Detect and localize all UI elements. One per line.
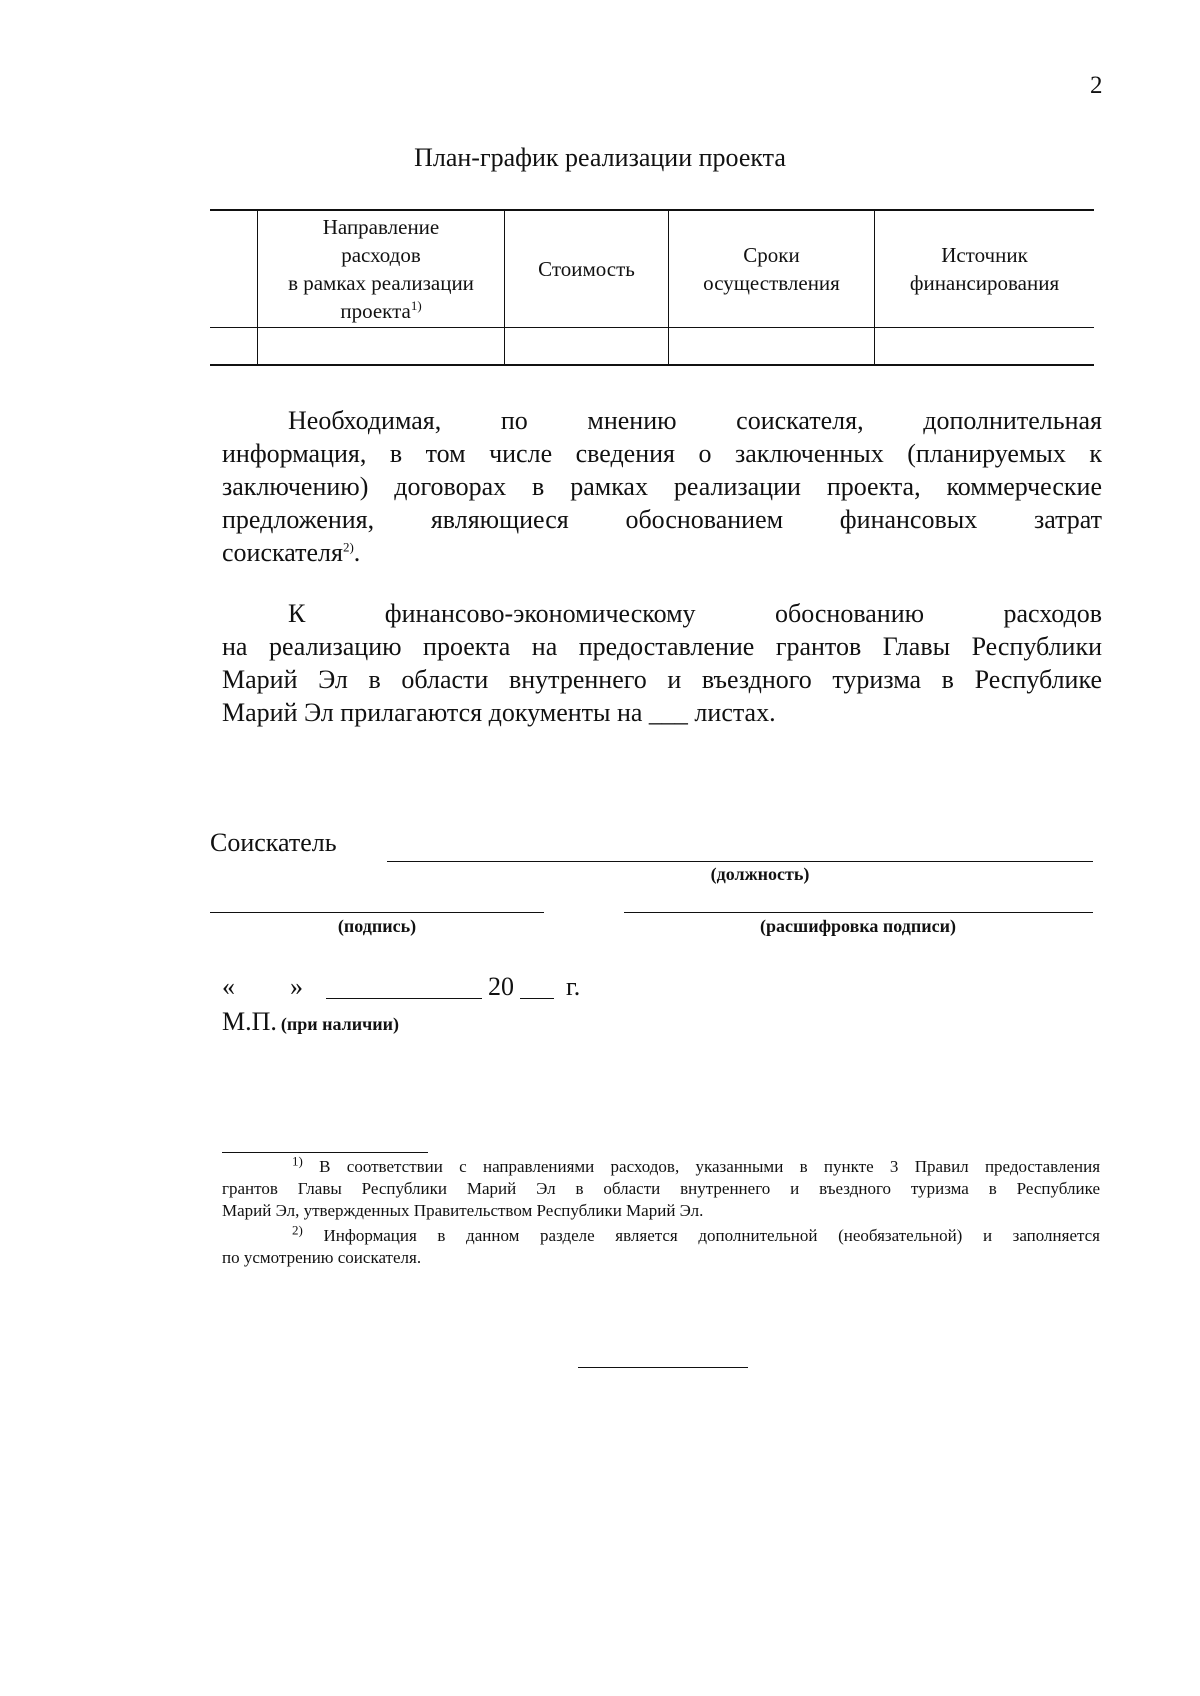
paragraph-line: соискателя: [222, 538, 343, 567]
position-caption: (должность): [710, 864, 810, 884]
paragraph-line: Марий Эл в области внутреннего и въездного туризма в Республике: [222, 665, 1102, 694]
header-line: Источник: [941, 243, 1028, 267]
paragraph-line: предложения, являющиеся обоснованием финансовых затрат: [222, 505, 1102, 534]
seal-label: М.П.: [222, 1007, 277, 1036]
header-line: проекта: [340, 299, 411, 323]
table-cell[interactable]: [669, 328, 874, 364]
footnote-marker: 1): [292, 1153, 303, 1169]
end-of-document-line: [578, 1367, 748, 1368]
paragraph-line: информация, в том числе сведения о заключенных (планируемых к: [222, 439, 1102, 468]
decryption-line[interactable]: [624, 912, 1093, 913]
footnote-line: Марий Эл, утвержденных Правительством Республики Марий Эл.: [222, 1201, 704, 1220]
year-suffix: г.: [566, 972, 581, 1001]
attachments-paragraph: [222, 597, 1102, 729]
table-cell[interactable]: [258, 328, 504, 364]
paragraph-line: Марий Эл прилагаются документы на ___ листах.: [222, 698, 776, 727]
paragraph-line: К финансово-экономическому обоснованию расходов: [288, 599, 1102, 628]
table-header-timing: [669, 211, 874, 327]
additional-info-paragraph: [222, 404, 1102, 569]
paragraph-line: заключению) договорах в рамках реализации проекта, коммерческие: [222, 472, 1102, 501]
footnote-line: В соответствии с направлениями расходов, указанными в пункте 3 Правил предоставления: [319, 1157, 1101, 1176]
date-close-quote: »: [290, 972, 303, 1001]
paragraph-line: Необходимая, по мнению соискателя, дополнительная: [288, 406, 1102, 435]
header-line: Сроки: [743, 243, 800, 267]
position-line[interactable]: [387, 861, 1093, 862]
paragraph-end: .: [353, 538, 361, 567]
date-month-line[interactable]: [326, 998, 482, 999]
table-header-funding-source: [875, 211, 1094, 327]
footnote-line: Информация в данном разделе является дополнительной (необязательной) и заполняется: [323, 1226, 1101, 1245]
footnote-line: грантов Главы Республики Марий Эл в области внутреннего и въездного туризма в Республике: [222, 1179, 1100, 1198]
table-cell[interactable]: [210, 328, 257, 364]
table-cell[interactable]: [875, 328, 1094, 364]
page-number: 2: [1090, 72, 1103, 99]
table-header-index: [210, 211, 257, 327]
plan-schedule-table: [210, 209, 1094, 367]
table-header-expense-direction: [258, 211, 504, 327]
header-line: осуществления: [703, 271, 840, 295]
year-prefix: 20: [488, 972, 514, 1001]
table-bottom-border: [210, 364, 1094, 366]
header-line: расходов: [341, 243, 421, 267]
footnote-2: [222, 1222, 1101, 1269]
date-open-quote: «: [222, 972, 235, 1001]
paragraph-line: на реализацию проекта на предоставление грантов Главы Республики: [222, 632, 1102, 661]
footnote-marker: 2): [292, 1222, 303, 1238]
footnote-separator: [222, 1152, 428, 1153]
year-line[interactable]: [520, 998, 554, 999]
seal-note: (при наличии): [280, 1014, 400, 1034]
seal-block: [222, 1007, 399, 1037]
document-title: План-график реализации проекта: [414, 143, 786, 172]
table-header-cost: Стоимость: [538, 257, 635, 281]
footnote-line: по усмотрению соискателя.: [222, 1248, 422, 1267]
footnote-marker: 1): [410, 298, 422, 313]
decryption-caption: (расшифровка подписи): [760, 916, 956, 936]
header-line: финансирования: [909, 271, 1060, 295]
table-cell[interactable]: [505, 328, 668, 364]
header-line: в рамках реализации: [288, 271, 474, 295]
signature-caption: (подпись): [337, 916, 417, 936]
footnote-1: [222, 1153, 1101, 1222]
signature-line[interactable]: [210, 912, 544, 913]
applicant-label: Соискатель: [210, 828, 337, 857]
footnote-marker: 2): [342, 539, 354, 555]
header-line: Направление: [322, 215, 440, 239]
